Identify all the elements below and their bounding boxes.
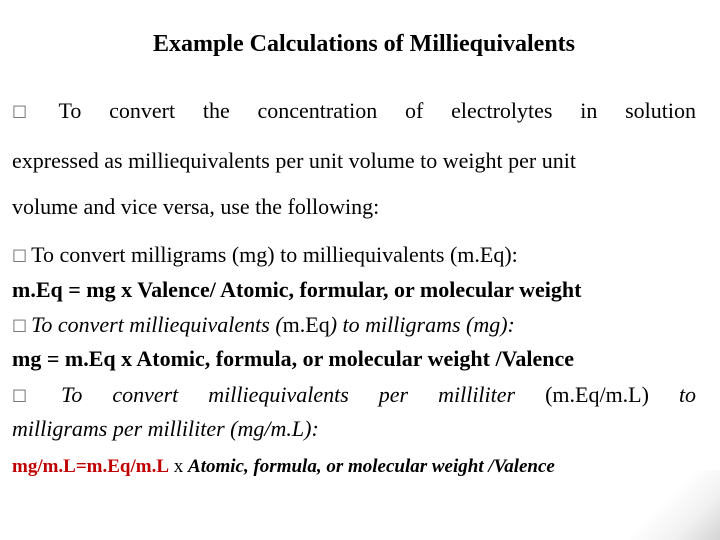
item-3-formula-rest: Atomic, formula, or molecular weight /Valence <box>188 456 555 477</box>
item-1-label: To convert milligrams (mg) to milliequivalents (m.Eq): <box>31 242 518 267</box>
box-bullet-icon: □ <box>12 245 28 264</box>
item-3-formula-red: mg/m.L=m.Eq/m.L <box>12 456 170 477</box>
item-3-word: to <box>678 382 697 407</box>
item-3-word: milliliter <box>438 382 516 407</box>
item-1-formula: m.Eq = mg x Valence/ Atomic, formular, or molecular weight <box>12 277 582 302</box>
item-3-line-1 <box>12 380 696 410</box>
item-2-formula: mg = m.Eq x Atomic, formula, or molecular weight /Valence <box>12 346 575 371</box>
item-3-line-2: milligrams per milliliter (mg/m.L): <box>12 416 319 441</box>
intro-line-1 <box>12 96 696 126</box>
item-1-text <box>12 240 696 270</box>
slide-title: Example Calculations of Milliequivalents <box>152 31 575 57</box>
box-bullet-icon: □ <box>12 315 28 334</box>
item-2-text <box>12 310 696 340</box>
page-curl-decoration <box>630 470 720 540</box>
item-3-word: per <box>378 382 409 407</box>
intro-word: the <box>202 98 230 123</box>
intro-word: To <box>58 98 82 123</box>
item-2-label-a: To convert milliequivalents ( <box>31 312 283 337</box>
item-2-label-c: ) to milligrams (mg): <box>329 312 515 337</box>
item-3-formula <box>12 452 696 482</box>
item-3-word: To <box>61 382 83 407</box>
item-3-word: convert <box>112 382 179 407</box>
intro-word: concentration <box>257 98 378 123</box>
intro-word: convert <box>109 98 176 123</box>
item-3-word: milliequivalents <box>208 382 349 407</box>
box-bullet-icon: □ <box>12 101 28 120</box>
intro-word: solution <box>625 98 696 123</box>
item-3-formula-x: x <box>169 456 189 477</box>
item-3-word: (m.Eq/m.L) <box>545 382 649 407</box>
item-2-label-b: m.Eq <box>282 312 330 337</box>
intro-word: electrolytes <box>451 98 553 123</box>
intro-line-3: volume and vice versa, use the following: <box>12 194 380 219</box>
box-bullet-icon: □ <box>12 385 28 404</box>
intro-word: of <box>404 98 424 123</box>
intro-line-2: expressed as milliequivalents per unit volume to weight per unit <box>12 148 576 173</box>
intro-word: in <box>580 98 598 123</box>
